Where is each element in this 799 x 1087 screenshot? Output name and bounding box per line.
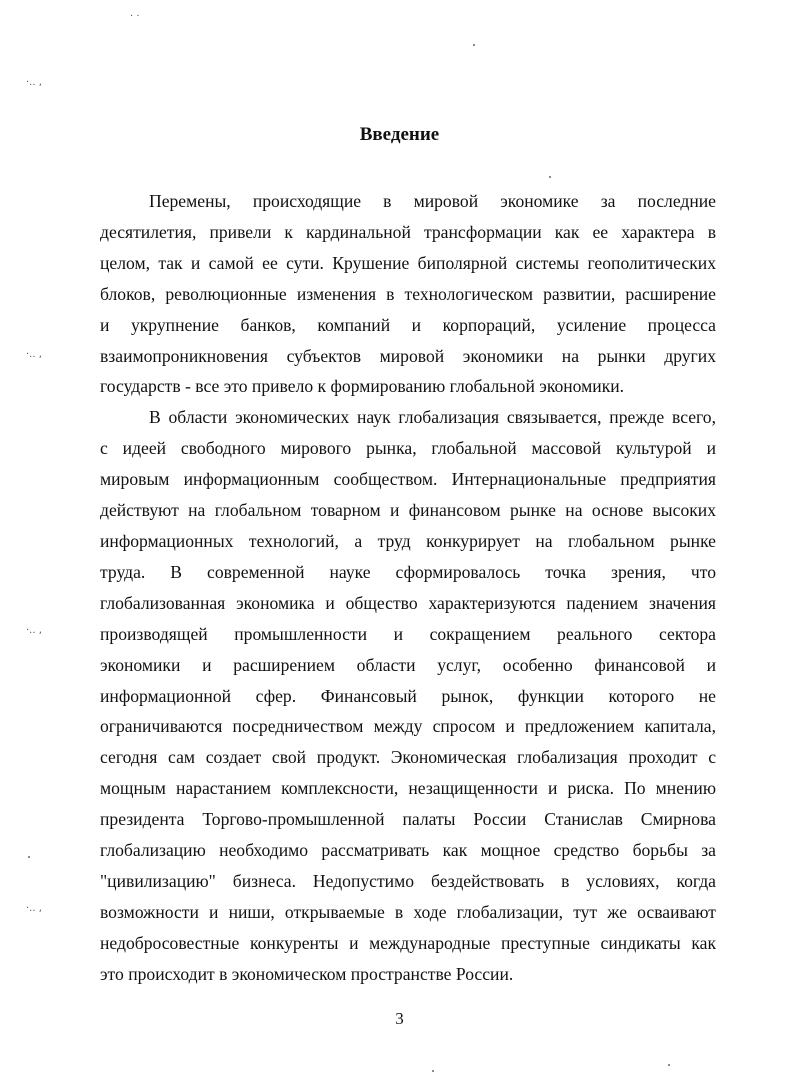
text-line: Перемены, происходящие в мировой экономике за последние (149, 191, 716, 211)
text-line: целом, так и самой ее сути. Крушение биполярной системы геополитических (100, 252, 716, 273)
text-line: блоков, революционные изменения в технологическом развитии, расширение (100, 283, 716, 304)
text-line: недобросовестные конкуренты и международные преступные синдикаты как (100, 932, 716, 953)
paragraph-1 (100, 186, 716, 402)
text-line: десятилетия, привели к кардинальной трансформации как ее характера в (100, 221, 716, 242)
page-number: 3 (395, 1009, 404, 1028)
paragraph-2 (100, 402, 716, 989)
text-line: глобализацию необходимо рассматривать как мощное средство борьбы за (100, 840, 716, 861)
scan-speck (28, 856, 30, 858)
text-line: президента Торгово-промышленной палаты России Станислав Смирнова (100, 809, 716, 830)
scan-speck: ·.. , (26, 625, 42, 636)
text-line: мощным нарастанием комплексности, незащищенности и риска. По мнению (100, 778, 716, 799)
scan-speck: ·.. , (26, 903, 42, 914)
text-line: действуют на глобальном товарном и финансовом рынке на основе высоких (100, 500, 716, 521)
text-line: производящей промышленности и сокращением реального сектора (100, 623, 716, 644)
scan-speck: ·.. , (26, 349, 42, 360)
text-line: и укрупнение банков, компаний и корпораций, усиление процесса (100, 314, 716, 335)
scan-speck: ·.. , (26, 77, 42, 88)
text-line: мировым информационным сообществом. Интернациональные предприятия (100, 469, 716, 490)
text-line: ограничиваются посредничеством между спросом и предложением капитала, (100, 716, 716, 737)
text-line: взаимопроникновения субъектов мировой экономики на рынки других (100, 345, 716, 366)
text-line: информационных технологий, а труд конкурирует на глобальном рынке (100, 530, 716, 551)
text-line: с идеей свободного мирового рынка, глобальной массовой культурой и (100, 438, 716, 459)
text-line: труда. В современной науке сформировалось точка зрения, что (100, 561, 716, 582)
scan-speck (432, 1070, 434, 1072)
text-line: возможности и ниши, открываемые в ходе глобализации, тут же осваивают (100, 901, 716, 922)
text-line: глобализованная экономика и общество характеризуются падением значения (100, 592, 716, 613)
document-body (100, 186, 716, 990)
text-line: это происходит в экономическом пространстве России. (100, 963, 514, 984)
scan-speck (473, 44, 475, 46)
scan-speck: · · (130, 11, 140, 22)
text-line: экономики и расширением области услуг, особенно финансовой и (100, 654, 716, 675)
text-line: государств - все это привело к формированию глобальной экономики. (100, 376, 625, 397)
scan-speck (549, 176, 551, 178)
text-line: В области экономических наук глобализация связывается, прежде всего, (149, 407, 716, 428)
page-title: Введение (359, 124, 440, 145)
text-line: "цивилизацию" бизнеса. Недопустимо бездействовать в условиях, когда (100, 870, 716, 891)
text-line: сегодня сам создает свой продукт. Экономическая глобализация проходит с (100, 747, 716, 768)
scan-speck (668, 1064, 670, 1066)
text-line: информационной сфер. Финансовый рынок, функции которого не (100, 685, 716, 706)
